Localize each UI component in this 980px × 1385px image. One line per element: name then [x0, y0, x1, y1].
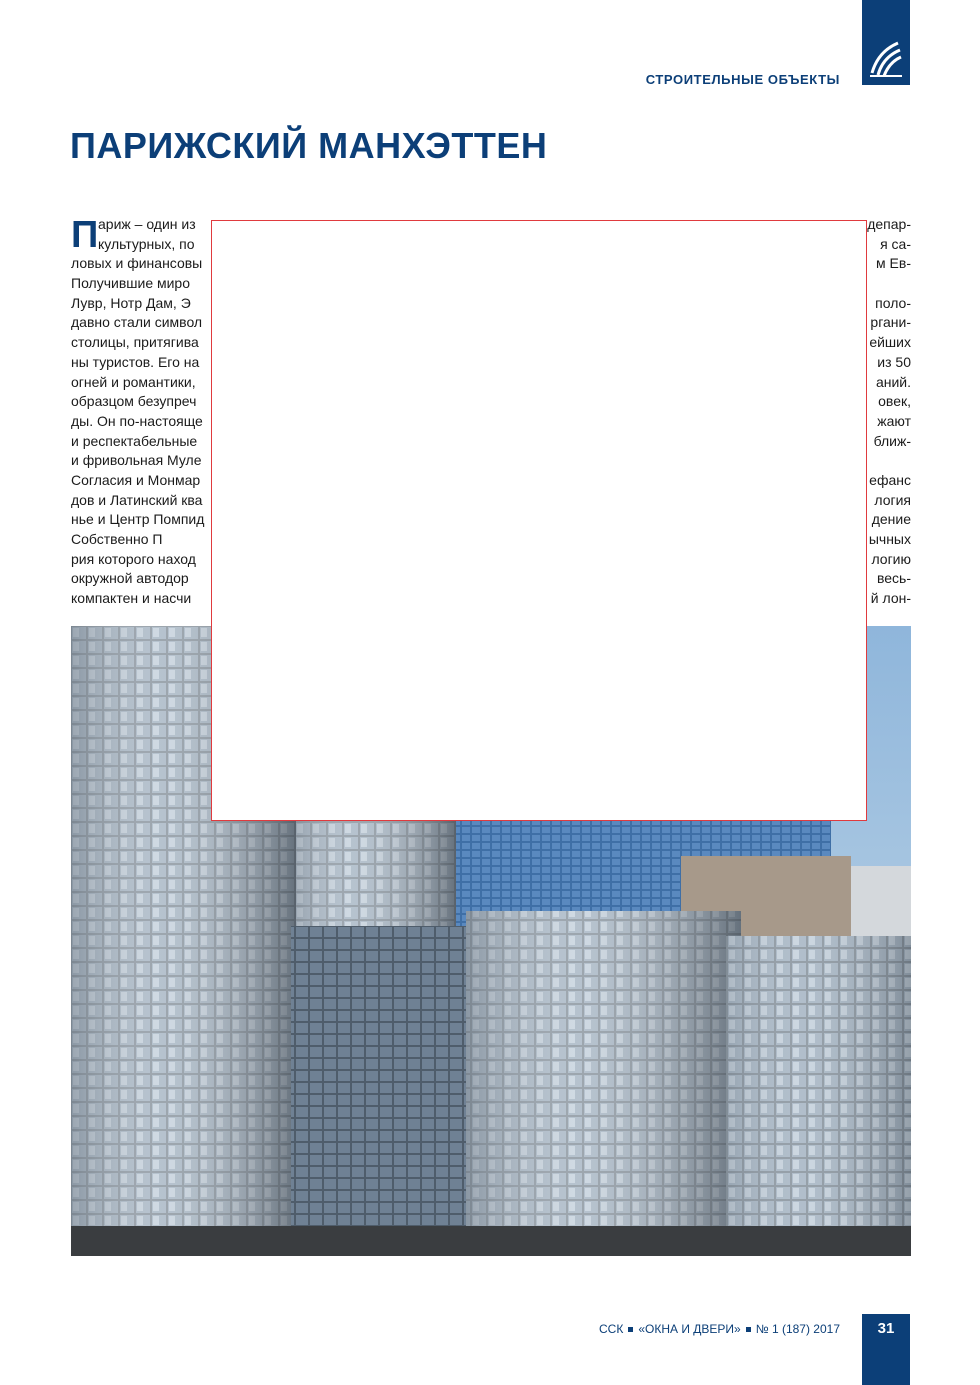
text-line-right: ближ- [873, 432, 911, 449]
text-line-left: Лувр, Нотр Дам, Э [71, 294, 191, 311]
drop-cap: П [71, 214, 99, 256]
text-line-left: и респектабельные [71, 432, 198, 449]
text-line-right: из 50 [877, 353, 911, 370]
text-line-right: й лон- [870, 590, 911, 607]
text-line-right: дение [871, 511, 911, 528]
text-line-right: ычных [868, 531, 911, 547]
text-line-right: логию [871, 550, 911, 567]
footer-issue: № 1 (187) 2017 [755, 1322, 840, 1336]
text-line-left: компактен и насчи [71, 590, 192, 607]
text-line-left: Согласия и Монмар [71, 471, 201, 488]
section-label: СТРОИТЕЛЬНЫЕ ОБЪЕКТЫ [645, 72, 840, 87]
text-line-left: ариж – один из [98, 216, 196, 232]
overlay-panel [211, 220, 867, 821]
text-line-right: овек, [878, 393, 911, 410]
text-line-left: ловых и финансовы [71, 255, 203, 272]
text-line-right: ейших [869, 334, 911, 351]
text-line-right: депар- [867, 216, 911, 232]
text-line-left: ды. Он по-настояще [71, 412, 203, 429]
text-line-left: и фривольная Муле [71, 452, 202, 469]
text-line-right: весь- [876, 570, 911, 587]
text-line-right: жают [877, 412, 911, 429]
text-line-left: образцом безупреч [71, 393, 197, 410]
text-line-left: рия которого наход [71, 550, 196, 567]
text-line-left: нье и Центр Помпид [71, 511, 205, 528]
text-line-right: м Ев- [876, 255, 911, 272]
page-number: 31 [877, 1320, 895, 1337]
footer-publication [599, 1322, 840, 1336]
text-line-left: ны туристов. Его на [71, 353, 200, 370]
footer-publisher: ССК [599, 1322, 624, 1336]
text-line-right: аний. [875, 373, 911, 390]
header-logo-tab [862, 0, 910, 85]
text-line-left: огней и романтики, [71, 373, 196, 390]
footer-separator [746, 1327, 751, 1332]
article-title: ПАРИЖСКИЙ МАНХЭТТЕН [70, 125, 548, 166]
text-line-left: дов и Латинский ква [71, 491, 203, 508]
page-number-tab [862, 1314, 910, 1385]
text-line-right: ргани- [870, 314, 911, 331]
footer-separator [628, 1327, 633, 1332]
text-line-left: столицы, притягива [71, 334, 199, 351]
footer-magazine: «ОКНА И ДВЕРИ» [638, 1322, 741, 1336]
text-line-right: ефанс [869, 471, 911, 488]
text-line-right: я са- [880, 235, 911, 252]
text-line-left: Получившие миро [71, 275, 191, 292]
text-line-right: логия [874, 491, 911, 508]
publisher-logo-icon [868, 39, 904, 79]
text-line-right: поло- [875, 294, 911, 311]
text-line-left: культурных, по [98, 235, 195, 252]
text-line-left: окружной автодор [71, 570, 189, 587]
text-line-left: Собственно П [71, 531, 163, 547]
text-line-left: давно стали символ [71, 314, 203, 331]
